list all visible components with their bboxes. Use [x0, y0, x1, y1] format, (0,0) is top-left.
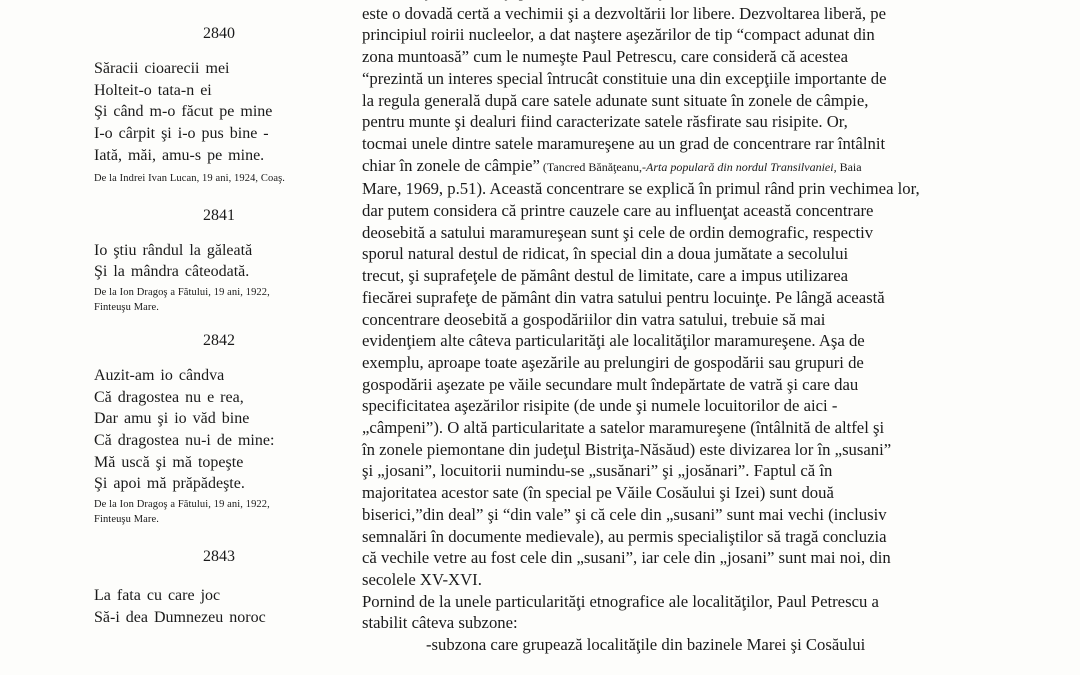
prose-line: fiecărei suprafeţe de pământ din vatra satului pentru locuinţe. Pe lângă această	[362, 287, 885, 307]
prose-line: secolele XV-XVI.	[362, 569, 482, 589]
citation-suffix: Baia	[836, 159, 862, 174]
verse-line: Şi când m-o făcut pe mine	[94, 103, 273, 121]
verse-line: Şi la mândra câteodată.	[94, 263, 250, 281]
verse-line: Holteit-o tata-n ei	[94, 81, 212, 99]
prose-line: evidenţiem alte câteva particularităţi ale localităţilor maramureşene. Aşa de	[362, 331, 865, 351]
poem-number-2840: 2840	[203, 25, 235, 42]
prose-line: biserici,”din deal” şi “din vale” şi că cele din „susani” sunt mai vechi (inclusiv	[362, 504, 887, 524]
prose-line: sporul natural destul de ridicat, în special din a doua jumătate a secolului	[362, 244, 849, 264]
prose-line: deosebită a satului maramureşean sunt şi cele de ordin demografic, respectiv	[362, 222, 874, 242]
poem-number-2841: 2841	[203, 206, 235, 224]
poem-number-2843: 2843	[203, 548, 235, 566]
source-note: De la Ion Dragoş a Fătului, 19 ani, 1922,	[94, 286, 270, 298]
prose-line: trecut, şi suprafeţele de pământ destul de limitate, care a impus utilizarea	[362, 266, 849, 286]
verse-line: Că dragostea nu-i de mine:	[94, 432, 275, 450]
verses-column	[94, 0, 354, 629]
poem-2840	[94, 58, 354, 167]
source-note: Finteuşu Mare.	[94, 301, 159, 313]
prose-line: în zonele piemontane din judeţul Bistriţa-Năsăud) este divizarea lor în „susani”	[362, 439, 892, 459]
poem-2842	[94, 365, 354, 495]
verse-line: Iată, măi, amu-s pe mine.	[94, 146, 265, 164]
verse-line: Dar amu şi io văd bine	[94, 410, 250, 428]
prose-line: semnalări în documente medievale), au permis specialiştilor să tragă concluzia	[362, 526, 887, 546]
prose-line: este o dovadă certă a vechimii şi a dezvoltării lor libere. Dezvoltarea liberă, pe	[362, 3, 887, 23]
verse-line: Că dragostea nu e rea,	[94, 388, 244, 406]
prose-line: majoritatea acestor sate (în special pe Văile Cosăului şi Izei) sunt două	[362, 483, 834, 503]
verse-line: I-o cârpit şi i-o pus bine -	[94, 125, 269, 143]
prose-text: chiar în zonele de câmpie”	[362, 155, 540, 175]
prose-line: principiul roirii nucleelor, a dat naştere aşezărilor de tip “compact adunat din	[362, 25, 875, 45]
verse-line: Să-i dea Dumnezeu noroc	[94, 608, 266, 626]
prose-column	[362, 0, 974, 656]
prose-line: specificitatea aşezărilor risipite (de unde şi numele locuitorilor de aici -	[362, 396, 838, 416]
subzone-item: -subzona care grupează localităţile din bazinele Marei şi Cosăului	[426, 635, 866, 655]
prose-line: stabilit câteva subzone:	[362, 613, 518, 633]
prose-line: „câmpeni”). O altă particularitate a satelor maramureşene (întâlnită de altfel şi	[362, 418, 885, 438]
prose-line: zona muntoasă” cum le numeşte Paul Petrescu, care consideră că acestea	[362, 47, 849, 67]
citation-prefix: (Tancred Bănăţeanu,-	[539, 159, 647, 174]
verse-line: Io ştiu rândul la găleată	[94, 241, 253, 259]
prose-line: concentrare deosebită a gospodăriilor din vatra satului, trebuie să mai	[362, 309, 826, 329]
verse-line: Mă uscă şi mă topeşte	[94, 453, 244, 471]
verse-line: Săracii cioarecii mei	[94, 60, 230, 77]
prose-line: la regula generală după care satele adunate sunt situate în zonele de câmpie,	[362, 90, 869, 110]
verse-line: Şi apoi mă prăpădeşte.	[94, 475, 245, 493]
verse-line: La fata cu care joc	[94, 587, 221, 605]
verse-line: Auzit-am io cândva	[94, 366, 225, 384]
prose-line: Mare, 1969, p.51). Această concentrare se explică în primul rând prin vechimea lor,	[362, 179, 920, 199]
poem-2843	[94, 585, 354, 628]
prose-line: tocmai unele dintre satele maramureşene au un grad de concentrare rar întâlnit	[362, 133, 886, 153]
source-note: Finteuşu Mare.	[94, 514, 159, 526]
prose-line: exemplu, aproape toate aşezările au prelungiri de gospodării sau grupuri de	[362, 352, 864, 372]
prose-line: “prezintă un interes special întrucât constituie una din excepţiile importante de	[362, 68, 887, 88]
source-note: De la Indrei Ivan Lucan, 19 ani, 1924, Coaş.	[94, 172, 286, 184]
prose-line-with-citation	[362, 155, 974, 179]
prose-line: Pornind de la unele particularităţi etnografice ale localităţilor, Paul Petrescu a	[362, 591, 879, 611]
prose-line: că vechile vetre au fost cele din „susani”, iar cele din „josani” sunt mai noi, din	[362, 548, 891, 568]
poem-2841	[94, 240, 354, 283]
prose-line: dar putem considera că printre cauzele care au influenţat această concentrare	[362, 201, 874, 221]
prose-line: gospodării aşezate pe văile secundare mult îndepărtate de vatră şi care dau	[362, 374, 859, 394]
prose-line: pentru munte şi dealuri fiind caracterizate satele răsfirate sau risipite. Or,	[362, 112, 848, 132]
prose-line: şi „josani”, locuitorii numindu-se „susănari” şi „josănari”. Faptul că în	[362, 461, 833, 481]
poem-number-2842: 2842	[203, 331, 235, 349]
source-note: De la Ion Dragoş a Fătului, 19 ani, 1922,	[94, 499, 270, 511]
citation-title: Arta populară din nordul Transilvaniei,	[646, 159, 837, 174]
